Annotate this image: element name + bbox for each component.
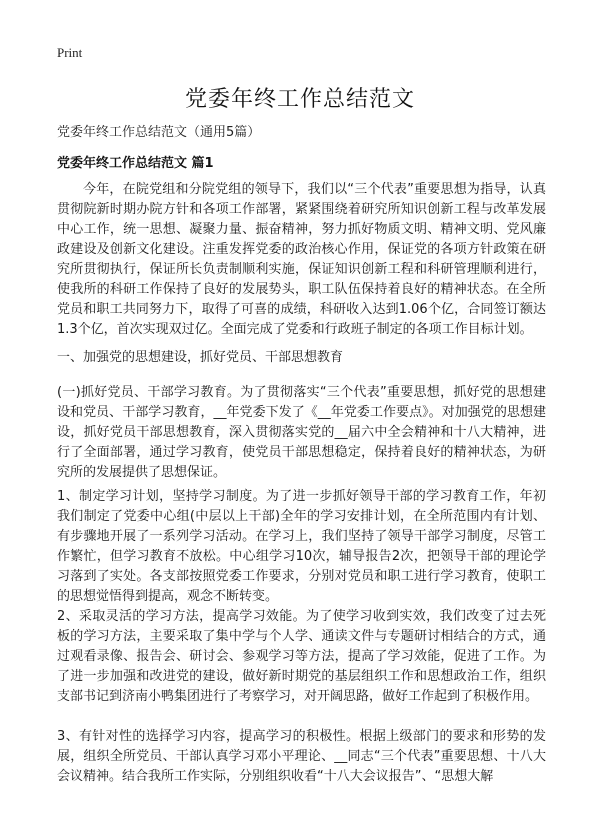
document-title: 党委年终工作总结范文 [184, 87, 415, 112]
document-subtitle: 党委年终工作总结范文（通用5篇） [57, 125, 261, 140]
section-heading: 党委年终工作总结范文 篇1 [57, 156, 214, 171]
subheading-ideological-building: 一、加强党的思想建设，抓好党员、干部思想教育 [57, 350, 344, 365]
print-link[interactable]: Print [57, 45, 83, 60]
paragraph-study-education: (一)抓好党员、干部学习教育。为了贯彻落实“三个代表”重要思想，抓好党的思想建设和党员、干部学习教育，__年党委下发了《__年党委工作要点》。对加强党的思想建设，抓好党员干部思想教育，深入贯彻落实党的__届六中全会精神和十八大精神，进行了全面部署，通过学习教育，使党员干部思想稳定，保持着良好的精神状态，为研究所的发展提供了思想保证。 [57, 385, 546, 480]
paragraph-study-methods: 2、采取灵活的学习方法，提高学习效能。为了使学习收到实效，我们改变了过去死板的学习方法，主要采取了集中学与个人学、通读文件与专题研讨相结合的方式，通过观看录像、报告会、研讨会、参观学习等方法，提高了学习效能，促进了工作。为了进一步加强和改进党的建设，做好新时期党的基层组织工作和思想政治工作，组织支部书记到济南小鸭集团进行了考察学习，对开阔思路，做好工作起到了积极作用。 [57, 609, 546, 704]
paragraph-study-plan: 1、制定学习计划，坚持学习制度。为了进一步抓好领导干部的学习教育工作，年初我们制定了党委中心组(中层以上干部)全年的学习安排计划，在全所范围内有计划、有步骤地开展了一系列学习活动。在学习上，我们坚持了领导干部学习制度，尽管工作繁忙，但学习教育不放松。中心组学习10次，辅导报告2次，把领导干部的理论学习落到了实处。各支部按照党委工作要求，分别对党员和职工进行学习教育，使职工的思想觉悟得到提高，观念不断转变。 [57, 489, 546, 604]
paragraph-study-content: 3、有针对性的选择学习内容，提高学习的积极性。根据上级部门的要求和形势的发展，组织全所党员、干部认真学习邓小平理论、__同志“三个代表”重要思想、十八大会议精神。结合我所工作实际，分别组织收看“十八大会议报告”、“思想大解 [57, 729, 546, 784]
paragraph-intro: 今年，在院党组和分院党组的领导下，我们以“三个代表”重要思想为指导，认真贯彻院新时期办院方针和各项工作部署，紧紧围绕着研究所知识创新工程与改革发展中心工作，统一思想、凝聚力量、振奋精神，努力抓好物质文明、精神文明、党风廉政建设及创新文化建设。注重发挥党委的政治核心作用，保证党的各项方针政策在研究所贯彻执行，保证所长负责制顺利实施，保证知识创新工程和科研管理顺利进行，使我所的科研工作保持了良好的发展势头，职工队伍保持着良好的精神状态。在全所党员和职工共同努力下，取得了可喜的成绩，科研收入达到1.06个亿，合同签订额达1.3个亿，首次实现双过亿。全面完成了党委和行政班子制定的各项工作目标计划。 [57, 182, 546, 337]
